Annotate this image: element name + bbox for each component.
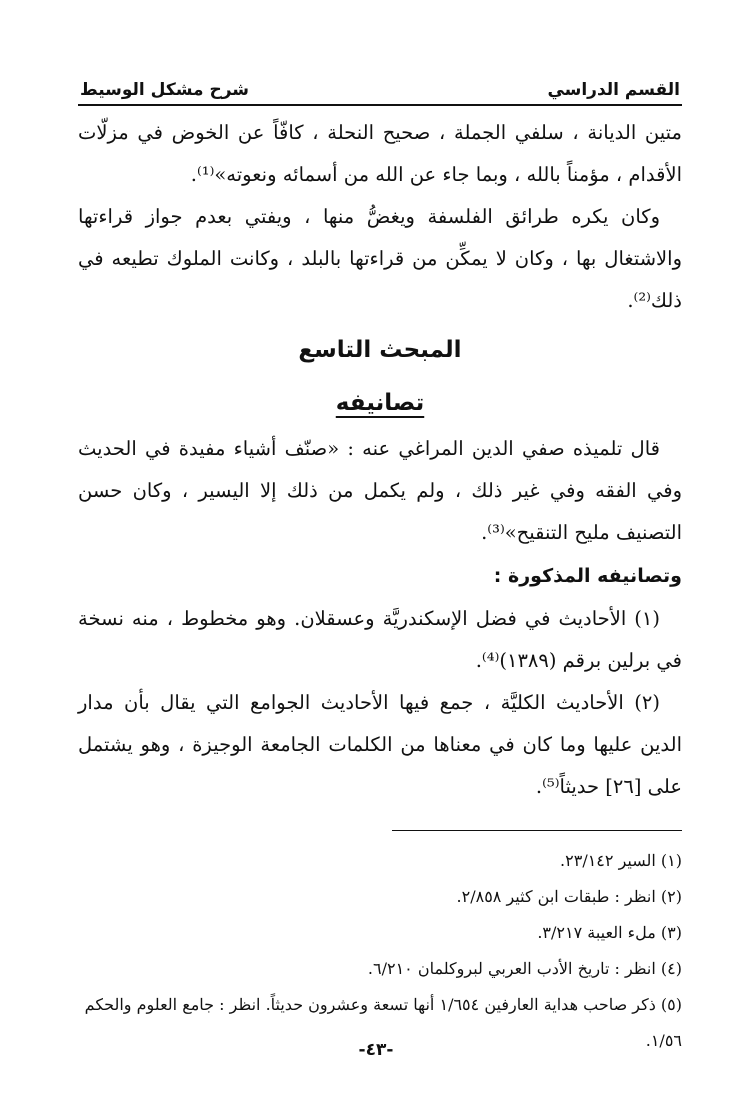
- footnote-1: (١) السير ٢٣/١٤٢.: [560, 851, 682, 870]
- paragraph-student-quote: قال تلميذه صفي الدين المراغي عنه : «صنّف أشياء مفيدة في الحديث وفي الفقه وفي غير ذلك ، ولم يكمل من ذلك إلا اليسير ، وكان حسن التصنيف مليح التنقيح»⁽³⁾.: [78, 437, 682, 544]
- footnote-divider: [392, 830, 682, 831]
- works-item-1: (١) الأحاديث في فضل الإسكندريَّة وعسقلان. وهو مخطوط ، منه نسخة في برلين برقم (١٣٨٩)⁽⁴⁾.: [78, 607, 682, 672]
- footnotes-list: [78, 843, 682, 1059]
- paragraph-philosophy: وكان يكره طرائق الفلسفة ويغضُّ منها ، ويفتي بعدم جواز قراءتها والاشتغال بها ، وكان لا يمكِّن من قراءتها بالبلد ، وكانت الملوك تطيعه في ذلك⁽²⁾.: [78, 205, 682, 312]
- header-section-title: القسم الدراسي: [547, 80, 680, 100]
- book-page: [78, 70, 682, 1059]
- header-book-title: شرح مشكل الوسيط: [80, 80, 249, 100]
- section-subheading: تصانيفه: [335, 390, 425, 416]
- running-header: [78, 70, 682, 106]
- works-list-heading: وتصانيفه المذكورة :: [493, 565, 682, 587]
- footnote-4: (٤) انظر : تاريخ الأدب العربي لبروكلمان ٦/٢١٠.: [367, 959, 682, 978]
- footnote-5: (٥) ذكر صاحب هداية العارفين ١/٦٥٤ أنها تسعة وعشرون حديثاً. انظر : جامع العلوم والحكم ١/٥٦.: [84, 995, 682, 1050]
- works-item-2: (٢) الأحاديث الكليَّة ، جمع فيها الأحاديث الجوامع التي يقال بأن مدار الدين عليها وما كان في معناها من الكلمات الجامعة الوجيزة ، وهو يشتمل على [٢٦] حديثاً⁽⁵⁾.: [78, 691, 682, 798]
- footnote-2: (٢) انظر : طبقات ابن كثير ٢/٨٥٨.: [456, 887, 682, 906]
- footnote-3: (٣) ملء العيبة ٣/٢١٧.: [537, 923, 682, 942]
- page-number: -٤٣-: [358, 1040, 394, 1060]
- paragraph-quote-end: متين الديانة ، سلفي الجملة ، صحيح النحلة ، كافّاً عن الخوض في مزلّات الأقدام ، مؤمناً بالله ، وبما جاء عن الله من أسمائه ونعوته»⁽¹⁾.: [78, 121, 682, 186]
- section-heading: المبحث التاسع: [298, 337, 462, 363]
